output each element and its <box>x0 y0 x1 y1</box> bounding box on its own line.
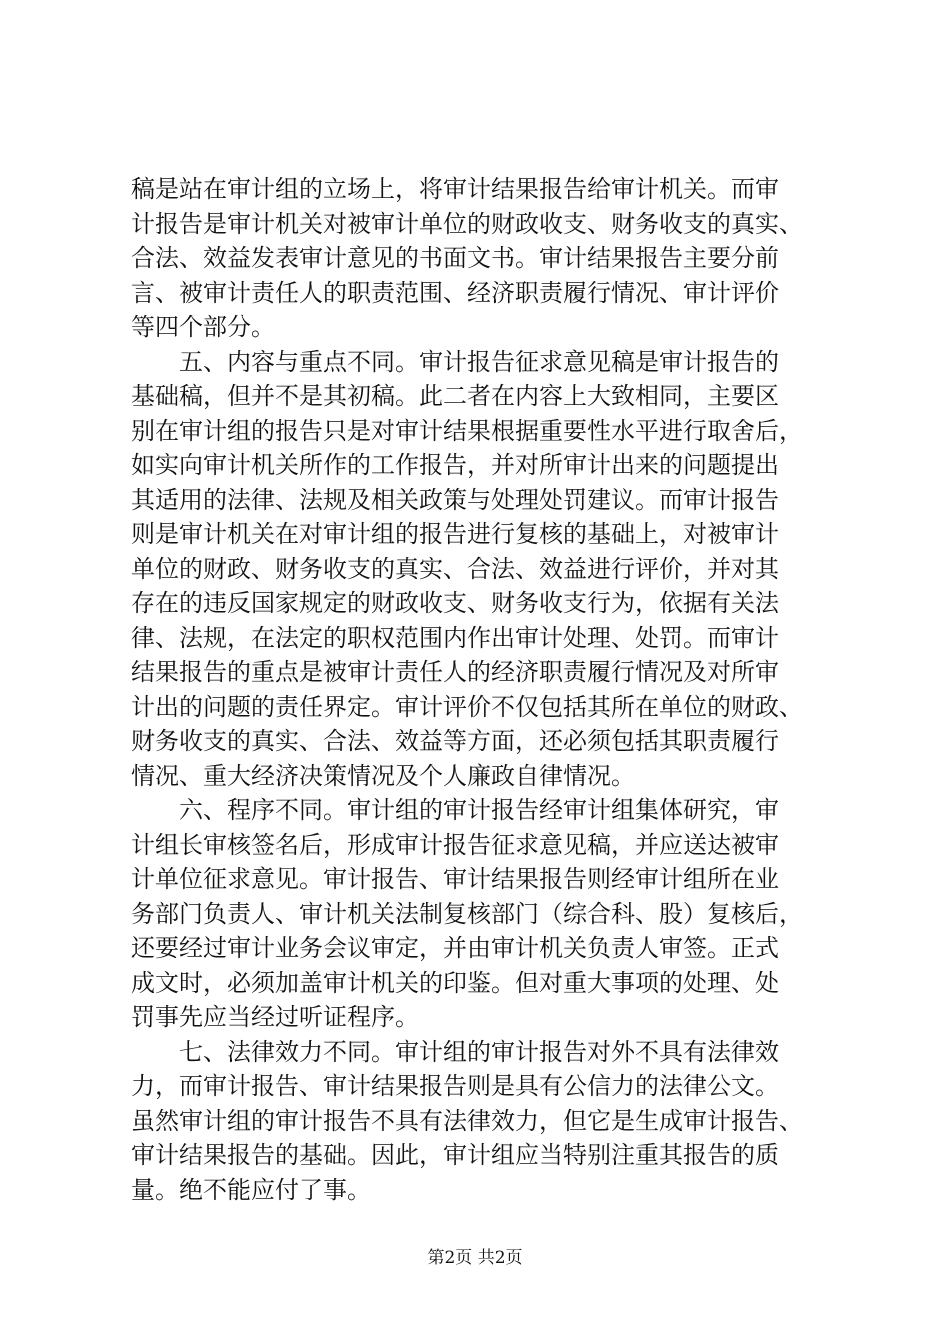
text-line: 情况、重大经济决策情况及个人廉政自律情况。 <box>131 761 635 790</box>
text-line: 还要经过审计业务会议审定，并由审计机关负责人审签。正式 <box>131 934 779 962</box>
text-line: 审计结果报告的基础。因此，审计组应当特别注重其报告的质 <box>131 1141 779 1169</box>
text-line: 则是审计机关在对审计组的报告进行复核的基础上，对被审计 <box>131 520 779 548</box>
text-line: 计组长审核签名后，形成审计报告征求意见稿，并应送达被审 <box>131 830 779 859</box>
text-line: 其适用的法律、法规及相关政策与处理处罚建议。而审计报告 <box>131 485 779 514</box>
text-line: 计出的问题的责任界定。审计评价不仅包括其所在单位的财政、 <box>131 692 803 721</box>
text-line: 合法、效益发表审计意见的书面文书。审计结果报告主要分前 <box>131 244 779 272</box>
text-line: 单位的财政、财务收支的真实、合法、效益进行评价，并对其 <box>131 554 779 583</box>
text-line: 量。绝不能应付了事。 <box>131 1175 371 1204</box>
text-line: 务部门负责人、审计机关法制复核部门（综合科、股）复核后， <box>131 899 803 928</box>
text-line: 成文时，必须加盖审计机关的印鉴。但对重大事项的处理、处 <box>131 968 779 997</box>
text-line: 别在审计组的报告只是对审计结果根据重要性水平进行取舍后， <box>131 416 803 445</box>
text-line: 基础稿，但并不是其初稿。此二者在内容上大致相同，主要区 <box>131 382 779 410</box>
page-number-footer: 第2页 共2页 <box>427 1248 523 1268</box>
text-line: 存在的违反国家规定的财政收支、财务收支行为，依据有关法 <box>131 589 779 617</box>
text-line: 等四个部分。 <box>131 313 275 341</box>
text-line: 计报告是审计机关对被审计单位的财政收支、财务收支的真实、 <box>131 209 803 238</box>
text-line: 律、法规，在法定的职权范围内作出审计处理、处罚。而审计 <box>131 623 779 652</box>
paragraph-heading-line: 五、内容与重点不同。审计报告征求意见稿是审计报告的 <box>179 347 779 376</box>
text-line: 财务收支的真实、合法、效益等方面，还必须包括其职责履行 <box>131 727 779 755</box>
text-line: 罚事先应当经过听证程序。 <box>131 1003 419 1031</box>
document-body <box>131 172 831 1207</box>
paragraph-heading-line: 七、法律效力不同。审计组的审计报告对外不具有法律效 <box>179 1037 779 1066</box>
text-line: 言、被审计责任人的职责范围、经济职责履行情况、审计评价 <box>131 278 779 307</box>
paragraph-heading-line: 六、程序不同。审计组的审计报告经审计组集体研究，审 <box>179 796 779 824</box>
text-line: 计单位征求意见。审计报告、审计结果报告则经审计组所在业 <box>131 865 779 893</box>
text-line: 稿是站在审计组的立场上，将审计结果报告给审计机关。而审 <box>131 175 779 203</box>
text-line: 力，而审计报告、审计结果报告则是具有公信力的法律公文。 <box>131 1072 779 1100</box>
text-line: 如实向审计机关所作的工作报告，并对所审计出来的问题提出 <box>131 451 779 479</box>
text-line: 结果报告的重点是被审计责任人的经济职责履行情况及对所审 <box>131 658 779 686</box>
text-line: 虽然审计组的审计报告不具有法律效力，但它是生成审计报告、 <box>131 1106 803 1135</box>
